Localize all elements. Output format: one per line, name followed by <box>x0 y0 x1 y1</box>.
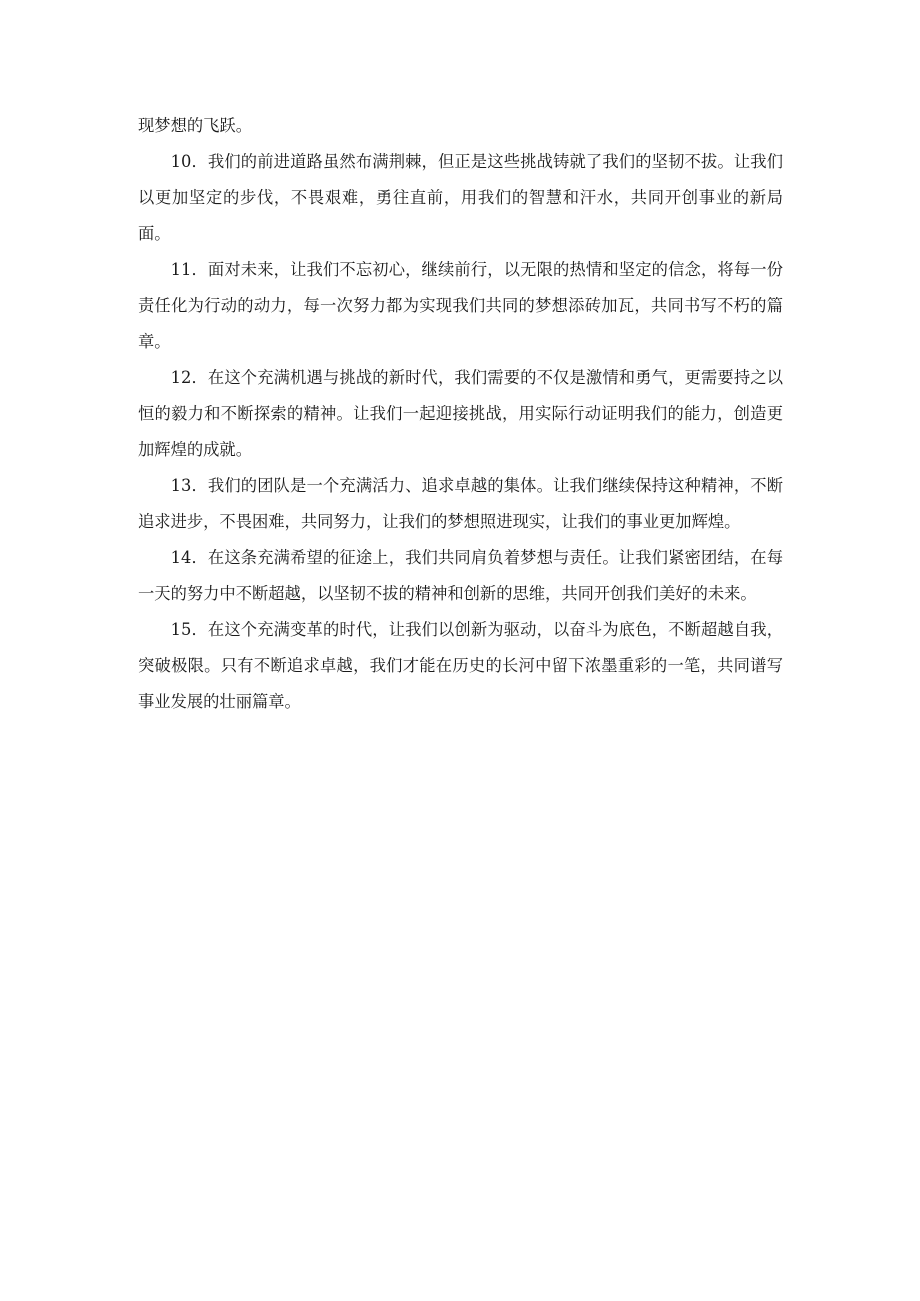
paragraph-15: 15．在这个充满变革的时代，让我们以创新为驱动，以奋斗为底色，不断超越自我，突破极限。只有不断追求卓越，我们才能在历史的长河中留下浓墨重彩的一笔，共同谱写事业发展的壮丽篇章。 <box>138 620 783 711</box>
paragraph-11: 11．面对未来，让我们不忘初心，继续前行，以无限的热情和坚定的信念，将每一份责任化为行动的动力，每一次努力都为实现我们共同的梦想添砖加瓦，共同书写不朽的篇章。 <box>138 260 783 351</box>
paragraph-14: 14．在这条充满希望的征途上，我们共同肩负着梦想与责任。让我们紧密团结，在每一天的努力中不断超越，以坚韧不拔的精神和创新的思维，共同开创我们美好的未来。 <box>138 548 783 603</box>
document-body <box>138 108 783 720</box>
continuation-paragraph: 现梦想的飞跃。 <box>138 116 252 135</box>
paragraph-12: 12．在这个充满机遇与挑战的新时代，我们需要的不仅是激情和勇气，更需要持之以恒的毅力和不断探索的精神。让我们一起迎接挑战，用实际行动证明我们的能力，创造更加辉煌的成就。 <box>138 368 783 459</box>
paragraph-13: 13．我们的团队是一个充满活力、追求卓越的集体。让我们继续保持这种精神，不断追求进步，不畏困难，共同努力，让我们的梦想照进现实，让我们的事业更加辉煌。 <box>138 476 783 531</box>
paragraph-10: 10．我们的前进道路虽然布满荆棘，但正是这些挑战铸就了我们的坚韧不拔。让我们以更加坚定的步伐，不畏艰难，勇往直前，用我们的智慧和汗水，共同开创事业的新局面。 <box>138 152 783 243</box>
